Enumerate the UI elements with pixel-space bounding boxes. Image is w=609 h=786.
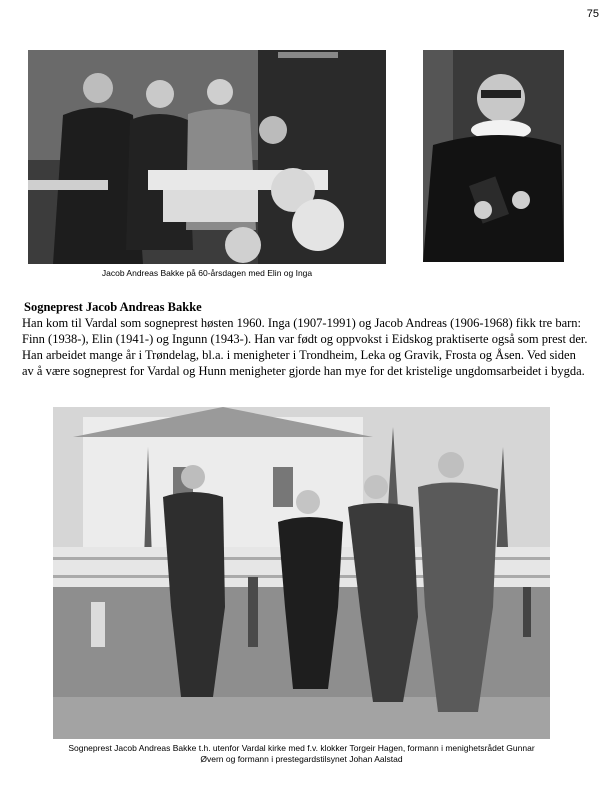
- birthday-photo-caption: Jacob Andreas Bakke på 60-årsdagen med Elin og Inga: [101, 268, 313, 278]
- churchyard-caption-line-1: Sogneprest Jacob Andreas Bakke t.h. utenfor Vardal kirke med f.v. klokker Torgeir Hagen, formann i menighetsrådet Gunnar: [68, 743, 535, 753]
- churchyard-photo-caption: [40, 743, 563, 765]
- priest-portrait-photo: [423, 50, 564, 262]
- article-heading: Sogneprest Jacob Andreas Bakke: [24, 300, 202, 314]
- churchyard-caption-line-2: Øvern og formann i prestegardstilsynet Johan Aalstad: [200, 754, 403, 764]
- page-number: 75: [586, 8, 599, 20]
- birthday-photo: [28, 50, 386, 264]
- article-body: Han kom til Vardal som sogneprest høsten 1960. Inga (1907-1991) og Jacob Andreas (1906-1968) fikk tre barn: Finn (1938-), Elin (1941-) og Ingunn (1943-). Han var født og oppvokst i Eidskog praktiserte også som prest der. Han arbeidet mange år i Trøndelag, bl.a. i menigheter i Trondheim, Leka og Gravik, Frosta og Åsen. Ved siden av å være sogneprest for Vardal og Hunn menigheter gjorde han mye for det kristelige ungdomsarbeidet i bygda.: [22, 316, 588, 378]
- churchyard-photo: [53, 407, 550, 739]
